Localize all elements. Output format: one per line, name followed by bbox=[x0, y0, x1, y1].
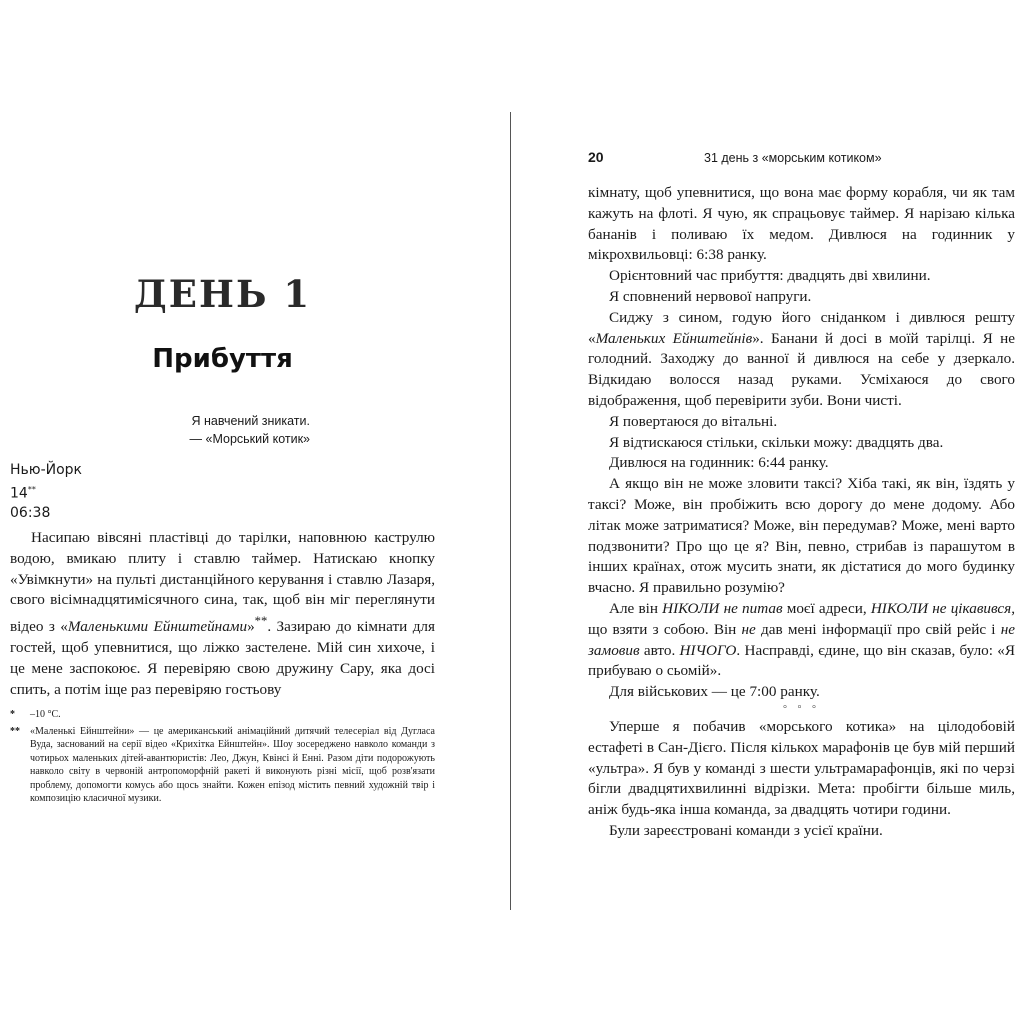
epigraph-attribution: — «Морський котик» bbox=[189, 432, 310, 446]
text-run: . Насправді, єдине, що він сказав, було: «Я прибуваю о сьомій». bbox=[588, 641, 1015, 680]
text-run: ». Банани й досі в моїй тарілці. Я не голодний. Заходжу до ванної й дивлюся на себе у дзеркало. Відкидаю волосся назад руками. Усміхаюся до свого відображення, щоб перевірити зуби. Вони чисті. bbox=[588, 329, 1015, 409]
footnote-mark: ** bbox=[10, 725, 20, 737]
footnote-mark: * bbox=[10, 709, 15, 720]
log-entry bbox=[10, 461, 82, 523]
footnote bbox=[10, 708, 435, 722]
footnote-text: –10 °C. bbox=[30, 709, 61, 720]
footnote-mark: ** bbox=[254, 614, 268, 629]
text-run: моєї адреси, bbox=[782, 599, 871, 617]
italic-title: Маленьких Ейнштейнів bbox=[595, 329, 753, 347]
paragraph bbox=[10, 528, 435, 700]
footnote bbox=[10, 725, 435, 806]
text-run: авто. bbox=[639, 641, 680, 659]
text-run: » bbox=[247, 618, 255, 636]
italic-emphasis: не замовив bbox=[588, 620, 1015, 659]
day-title: ДЕНЬ 1 bbox=[133, 272, 312, 316]
paragraph: Уперше я побачив «морського котика» на цілодобовій естафеті в Сан-Дієго. Після кількох марафонів це був мій перший «ультра». Я був у команді з шести ультрамарафонців, які по черзі бігли двадцятихвилинні відрізки. Мета: пробігти більше миль, аніж будь-яка інша команда, за двадцять чотири години. bbox=[588, 717, 1015, 819]
paragraph: Я відтискаюся стільки, скільки можу: двадцять два. bbox=[609, 433, 944, 451]
text-run: Сиджу з сином, годую його сніданком і дивлюся решту « bbox=[588, 308, 1015, 347]
paragraph: Я сповнений нервової напруги. bbox=[609, 287, 812, 305]
footnotes bbox=[10, 708, 435, 809]
text-run: , що взяти з собою. Він bbox=[588, 599, 1016, 638]
paragraph: А якщо він не може зловити таксі? Хіба такі, як він, їздять у таксі? Може, він пробіжить всю дорогу до мене додому. Або літак може затриматися? Може, він передумав? Може, мені варто подзвонити? Про що це я? Він, певно, стрибав із парашутом в інших країнах, отож мусить знати, як дістатися до мого будинку вчасно. Я правильно розумію? bbox=[588, 475, 1015, 597]
italic-emphasis: НІЧОГО bbox=[679, 641, 737, 659]
right-body-text bbox=[588, 183, 1015, 842]
chapter-title: Прибуття bbox=[152, 344, 293, 374]
text-run: . Зазираю до кімнати для гостей, щоб упевнитися, що ліжко застелене. Мій син хихоче, і це мене заспокоює. Я перевіряю свою дружину Сару, яка досі спить, а потім іще раз перевіряю гостьову bbox=[10, 618, 435, 698]
paragraph bbox=[588, 599, 1015, 682]
text-run: дав мені інформації про свій рейс і bbox=[755, 620, 1001, 638]
paragraph: Дивлюся на годинник: 6:44 ранку. bbox=[609, 454, 829, 472]
paragraph: Були зареєстровані команди з усієї країни. bbox=[609, 821, 883, 839]
left-body-text bbox=[10, 528, 435, 700]
paragraph: Орієнтовний час прибуття: двадцять дві хвилини. bbox=[609, 267, 931, 285]
log-temperature-footnote-mark: ** bbox=[27, 485, 36, 494]
running-head: 31 день з «морським котиком» bbox=[704, 151, 882, 165]
page-number: 20 bbox=[588, 149, 604, 165]
paragraph: кімнату, щоб упевнитися, що вона має форму корабля, чи як там кажуть на флоті. Я чую, як спрацьовує таймер. Я нарізаю кілька бананів і поливаю їх медом. Дивлюся на годинник у мікрохвильовці: 6:38 ранку. bbox=[588, 184, 1015, 264]
epigraph-quote: Я навчений зникати. bbox=[191, 414, 310, 428]
log-temperature bbox=[10, 480, 82, 504]
right-page bbox=[511, 0, 1024, 1024]
paragraph: Я повертаюся до вітальні. bbox=[609, 412, 778, 430]
text-run: Насипаю вівсяні пластівці до тарілки, наповнюю каструлю водою, вмикаю плиту і ставлю таймер. Натискаю кнопку «Увімкнути» на пульті дистанційного керування і ставлю Лазаря, свого вісімнадцятимісячного сина, так, щоб він міг переглянути відео з « bbox=[10, 529, 435, 636]
text-run: Але він bbox=[609, 599, 663, 617]
section-separator: ° ° ° bbox=[783, 703, 820, 715]
epigraph bbox=[150, 412, 310, 448]
log-time: 06:38 bbox=[10, 504, 51, 521]
paragraph: Для військових — це 7:00 ранку. bbox=[609, 683, 820, 701]
italic-emphasis: НІКОЛИ не питав bbox=[662, 599, 783, 617]
italic-title: Маленькими Ейнштейнами bbox=[67, 618, 248, 636]
log-temperature-value: 14 bbox=[10, 485, 28, 502]
italic-emphasis: не bbox=[741, 620, 756, 638]
footnote-text: «Маленькі Ейнштейни» — це американський анімаційний дитячий телесеріал від Дугласа Вуда, заснований на серії відео «Крихітка Ейнштейн». Шоу зосереджено навколо команди з чотирьох маленьких дітей-авантюристів: Лео, Джун, Квінсі й Енні. Разом діти подорожують навколо світу в червоній антропоморфній ракеті й виконують різні місії, щоб розв'язати проблему, допомогти комусь або щось знайти. Кожен епізод містить певний художній твір і композицію класичної музики. bbox=[30, 725, 435, 804]
italic-emphasis: НІКОЛИ не цікавився bbox=[870, 599, 1012, 617]
left-page bbox=[0, 0, 510, 1024]
log-location: Нью-Йорк bbox=[10, 462, 82, 478]
paragraph bbox=[588, 308, 1015, 412]
